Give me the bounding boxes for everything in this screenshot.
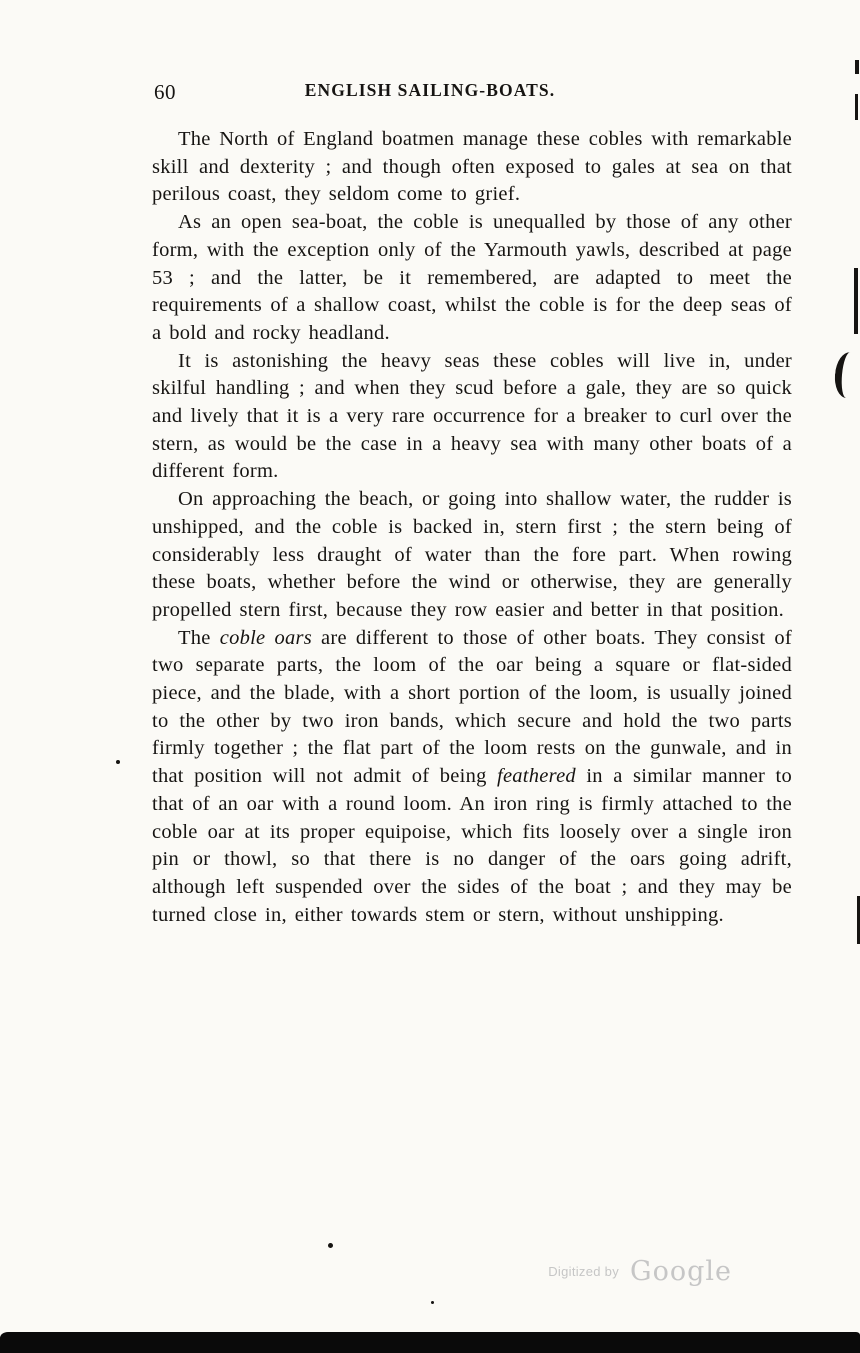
digitized-by-label: Digitized by — [548, 1264, 620, 1279]
scan-artifact — [855, 60, 859, 74]
body-text: are different to those of other boats. They consist of two separate parts, the loom of the oar being a square or flat-sided piece, and the blade, with a short portion of the loom, is usually joined to the other by two iron bands, which secure and hold the two parts firmly together ; the flat part of the loom rests on the gunwale, and in that position will not admit of being — [152, 626, 792, 788]
italic-text: coble oars — [219, 626, 312, 649]
paragraph — [152, 126, 792, 209]
body-text: It is astonishing the heavy seas these cobles will live in, under skilful handling ; and when they scud before a gale, they are so quick and lively that it is a very rare occurrence for a breaker to curl over the stern, as would be the case in a heavy sea with many other boats of a different form. — [152, 349, 792, 483]
page-number: 60 — [154, 80, 176, 104]
body-text: The — [178, 626, 220, 649]
scan-artifact — [854, 268, 858, 334]
paragraph — [152, 348, 792, 487]
paragraph — [152, 209, 792, 348]
body-text: As an open sea-boat, the coble is unequalled by those of any other form, with the exception only of the Yarmouth yawls, described at page 53 ; and the latter, be it remembered, are adapted to meet the requirements of a shallow coast, whilst the coble is for the deep seas of a bold and rocky headland. — [152, 211, 792, 344]
paragraph — [152, 625, 792, 930]
text-block — [152, 126, 792, 929]
italic-text: feathered — [497, 765, 576, 788]
scan-edge-bottom-bar — [0, 1332, 860, 1353]
ink-dot — [328, 1243, 333, 1248]
google-logo: Google — [630, 1256, 732, 1287]
digitized-by-watermark — [548, 1256, 732, 1287]
ink-dot — [431, 1301, 434, 1304]
body-text: On approaching the beach, or going into shallow water, the rudder is unshipped, and the coble is backed in, stern first ; the stern being of considerably less draught of water than the fore part. When rowing these boats, whether before the wind or otherwise, they are generally propelled stern first, because they row easier and better in that position. — [152, 488, 792, 621]
body-text: in a similar manner to that of an oar with a round loom. An iron ring is firmly attached to the coble oar at its proper equipoise, which fits loosely over a single iron pin or thowl, so that there is no danger of the oars going adrift, although left suspended over the sides of the boat ; and they may be turned close in, either towards stem or stern, without unshipping. — [152, 765, 792, 926]
scan-artifact — [855, 94, 858, 120]
running-title: ENGLISH SAILING-BOATS. — [304, 80, 556, 100]
running-head — [0, 80, 860, 110]
scan-artifact — [833, 351, 859, 399]
ink-dot — [116, 760, 120, 764]
body-text: The North of England boatmen manage these cobles with remarkable skill and dexterity ; and though often exposed to gales at sea on that perilous coast, they seldom come to grief. — [152, 128, 792, 206]
paragraph — [152, 486, 792, 625]
